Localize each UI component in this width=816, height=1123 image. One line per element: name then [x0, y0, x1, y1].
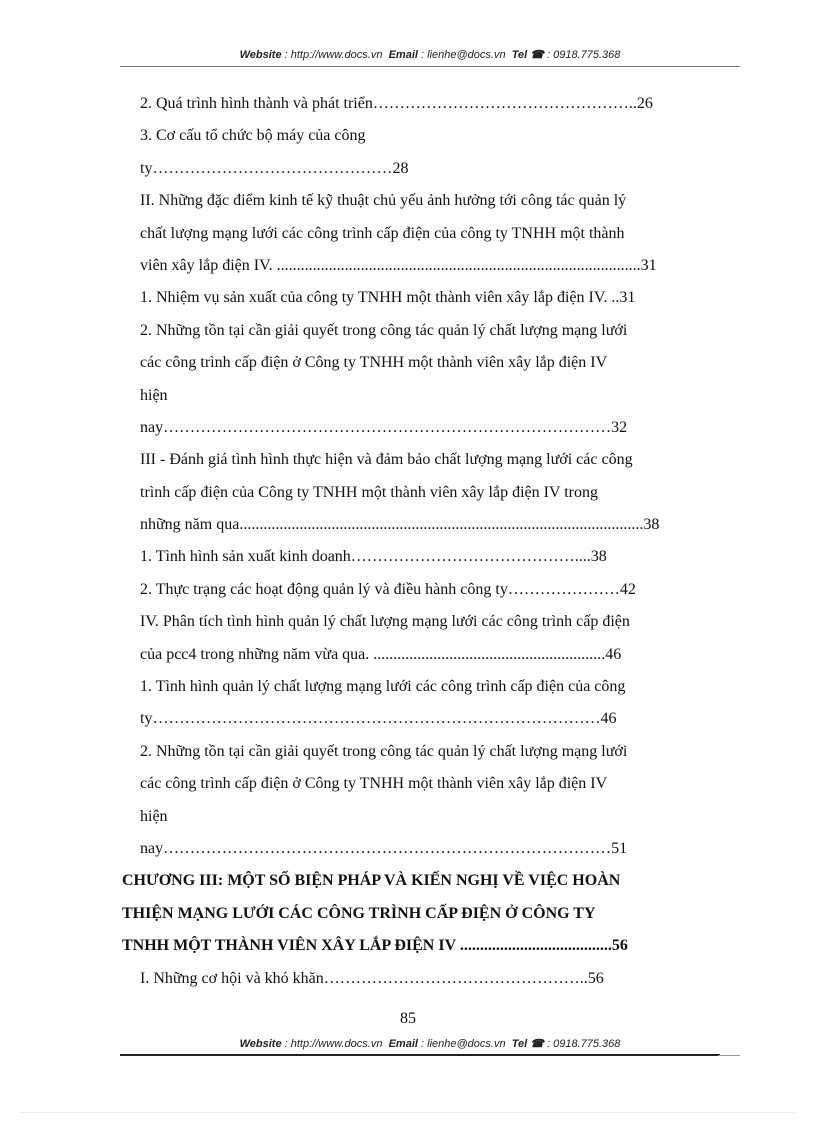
website-label: Website — [239, 49, 282, 61]
toc-line: nay…………………………………………………………………………51 — [140, 839, 628, 857]
chapter-heading-line: CHƯƠNG III: MỘT SỐ BIỆN PHÁP VÀ KIẾN NGHỊ VỀ VIỆC HOÀN — [122, 872, 621, 890]
toc-line: 1. Nhiệm vụ sản xuất của công ty TNHH một thành viên xây lắp điện IV. ..31 — [140, 289, 636, 307]
page-edge — [20, 1112, 796, 1113]
toc-line: I. Những cơ hội và khó khăn…………………………………………..56 — [140, 969, 604, 987]
toc-line: II. Những đặc điểm kinh tế kỹ thuật chủ yếu ảnh hưởng tới công tác quản lý — [140, 192, 627, 210]
toc-line: ty………………………………………28 — [140, 159, 409, 177]
page-header — [120, 48, 740, 61]
table-of-contents — [122, 88, 740, 995]
toc-line: 2. Quá trình hình thành và phát triển…………………………………………..26 — [140, 95, 653, 112]
toc-line: chất lượng mạng lưới các công trình cấp điện của công ty TNHH một thành — [140, 224, 625, 242]
toc-line: 2. Thực trạng các hoạt động quản lý và điều hành công ty…………………42 — [140, 580, 636, 598]
toc-line: những năm qua.....................................................................................................38 — [140, 516, 660, 534]
chapter-heading-line: THIỆN MẠNG LƯỚI CÁC CÔNG TRÌNH CẤP ĐIỆN Ở CÔNG TY — [122, 904, 596, 922]
tel-label: Tel ☎ — [511, 1038, 544, 1050]
email-value: : lienhe@docs.vn — [421, 49, 506, 61]
footer-divider-tail — [718, 1055, 740, 1056]
toc-line: 1. Tình hình quản lý chất lượng mạng lưới các công trình cấp điện của công — [140, 678, 626, 696]
email-label: Email — [388, 49, 418, 61]
toc-line: các công trình cấp điện ở Công ty TNHH một thành viên xây lắp điện IV — [140, 775, 608, 793]
chapter-heading-line: TNHH MỘT THÀNH VIÊN XÂY LẮP ĐIỆN IV ......................................56 — [122, 937, 628, 955]
toc-line: viên xây lắp điện IV. ...........................................................................................31 — [140, 256, 657, 274]
toc-line: nay…………………………………………………………………………32 — [140, 418, 628, 436]
tel-value: : 0918.775.368 — [547, 1038, 621, 1050]
toc-line: các công trình cấp điện ở Công ty TNHH một thành viên xây lắp điện IV — [140, 354, 608, 372]
page-footer — [120, 1037, 740, 1050]
website-value: : http://www.docs.vn — [284, 1038, 383, 1050]
toc-line: IV. Phân tích tình hình quản lý chất lượng mạng lưới các công trình cấp điện — [140, 613, 630, 631]
website-value: : http://www.docs.vn — [284, 49, 383, 61]
toc-line: 3. Cơ cấu tổ chức bộ máy của công — [140, 127, 366, 145]
toc-line: hiện — [140, 386, 168, 404]
page-number: 85 — [400, 1010, 416, 1027]
header-divider — [120, 66, 740, 67]
toc-line: trình cấp điện của Công ty TNHH một thành viên xây lắp điện IV trong — [140, 483, 598, 501]
email-label: Email — [388, 1038, 418, 1050]
toc-line: 1. Tình hình sản xuất kinh doanh……………………………………....38 — [140, 548, 607, 566]
website-label: Website — [239, 1038, 282, 1050]
toc-line: của pcc4 trong những năm vừa qua. ..........................................................46 — [140, 645, 622, 663]
tel-value: : 0918.775.368 — [547, 49, 621, 61]
toc-line: hiện — [140, 807, 168, 825]
tel-label: Tel ☎ — [511, 49, 544, 61]
toc-line: 2. Những tồn tại cần giải quyết trong công tác quản lý chất lượng mạng lưới — [140, 321, 628, 339]
email-value: : lienhe@docs.vn — [421, 1038, 506, 1050]
toc-line: 2. Những tồn tại cần giải quyết trong công tác quản lý chất lượng mạng lưới — [140, 742, 628, 760]
footer-divider — [120, 1054, 720, 1056]
toc-line: III - Đánh giá tình hình thực hiện và đảm bảo chất lượng mạng lưới các công — [140, 451, 633, 469]
toc-line: ty…………………………………………………………………………46 — [140, 710, 617, 728]
